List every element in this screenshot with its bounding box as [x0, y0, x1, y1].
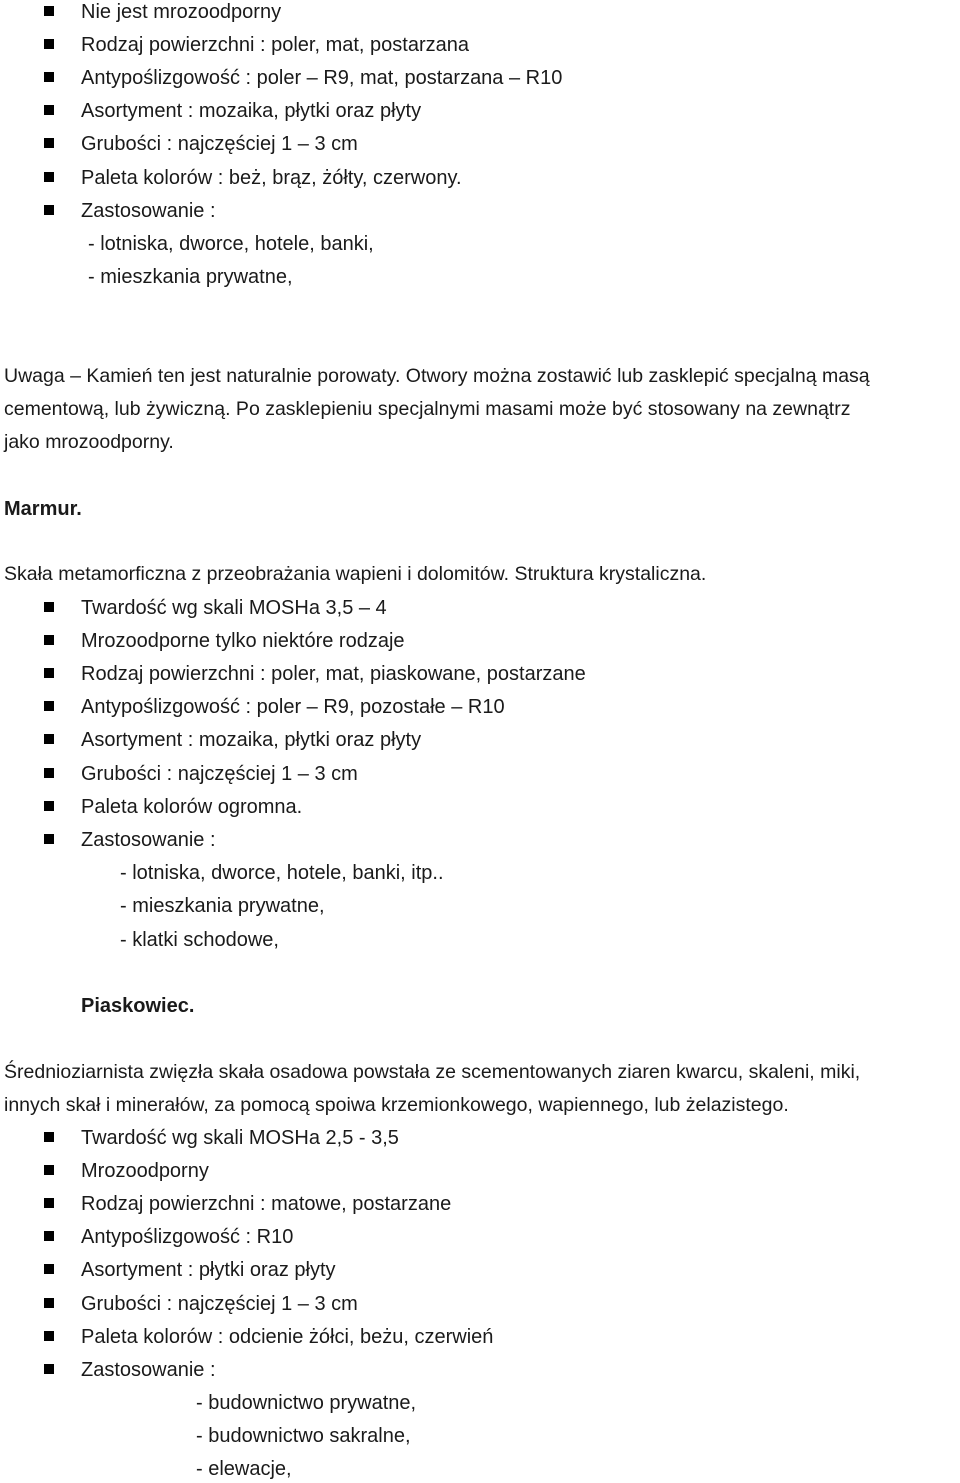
bullet-square-icon: [44, 602, 54, 612]
bullet-square-icon: [44, 834, 54, 844]
note-line: cementową, lub żywiczną. Po zasklepieniu specjalnymi masami może być stosowany na zewnątrz: [4, 398, 851, 420]
note-line: Uwaga – Kamień ten jest naturalnie porowaty. Otwory można zostawić lub zasklepić specjalną masą: [4, 365, 870, 387]
use-item: - budownictwo sakralne,: [196, 1425, 411, 1447]
use-item: - mieszkania prywatne,: [120, 895, 325, 917]
bullet-square-icon: [44, 6, 54, 16]
use-item: - budownictwo prywatne,: [196, 1392, 417, 1414]
section-heading-piaskowiec: Piaskowiec.: [81, 995, 195, 1017]
note-line: jako mrozoodporny.: [4, 431, 174, 453]
use-item: - klatki schodowe,: [120, 929, 279, 951]
bullet-square-icon: [44, 1198, 54, 1208]
bullet-square-icon: [44, 172, 54, 182]
bullet-square-icon: [44, 701, 54, 711]
bullet-square-icon: [44, 1231, 54, 1241]
section-description: innych skał i minerałów, za pomocą spoiwa krzemionkowego, wapiennego, lub żelazistego.: [4, 1094, 789, 1116]
use-item: - mieszkania prywatne,: [88, 266, 293, 288]
bullet-square-icon: [44, 1298, 54, 1308]
bullet-square-icon: [44, 768, 54, 778]
bullet-square-icon: [44, 138, 54, 148]
use-item: - elewacje,: [196, 1458, 292, 1480]
bullet-square-icon: [44, 1132, 54, 1142]
bullet-square-icon: [44, 1331, 54, 1341]
bullet-square-icon: [44, 1165, 54, 1175]
section-description: Skała metamorficzna z przeobrażania wapieni i dolomitów. Struktura krystaliczna.: [4, 563, 707, 585]
bullet-square-icon: [44, 72, 54, 82]
bullet-square-icon: [44, 1264, 54, 1274]
use-item: - lotniska, dworce, hotele, banki, itp..: [120, 862, 444, 884]
bullet-square-icon: [44, 105, 54, 115]
bullet-square-icon: [44, 39, 54, 49]
bullet-square-icon: [44, 205, 54, 215]
bullet-square-icon: [44, 801, 54, 811]
bullet-square-icon: [44, 1364, 54, 1374]
bullet-square-icon: [44, 635, 54, 645]
section-description: Średnioziarnista zwięzła skała osadowa powstała ze scementowanych ziaren kwarcu, skaleni, miki,: [4, 1061, 861, 1083]
bullet-square-icon: [44, 734, 54, 744]
use-item: - lotniska, dworce, hotele, banki,: [88, 233, 374, 255]
bullet-square-icon: [44, 668, 54, 678]
section-heading-marmur: Marmur.: [4, 498, 82, 520]
